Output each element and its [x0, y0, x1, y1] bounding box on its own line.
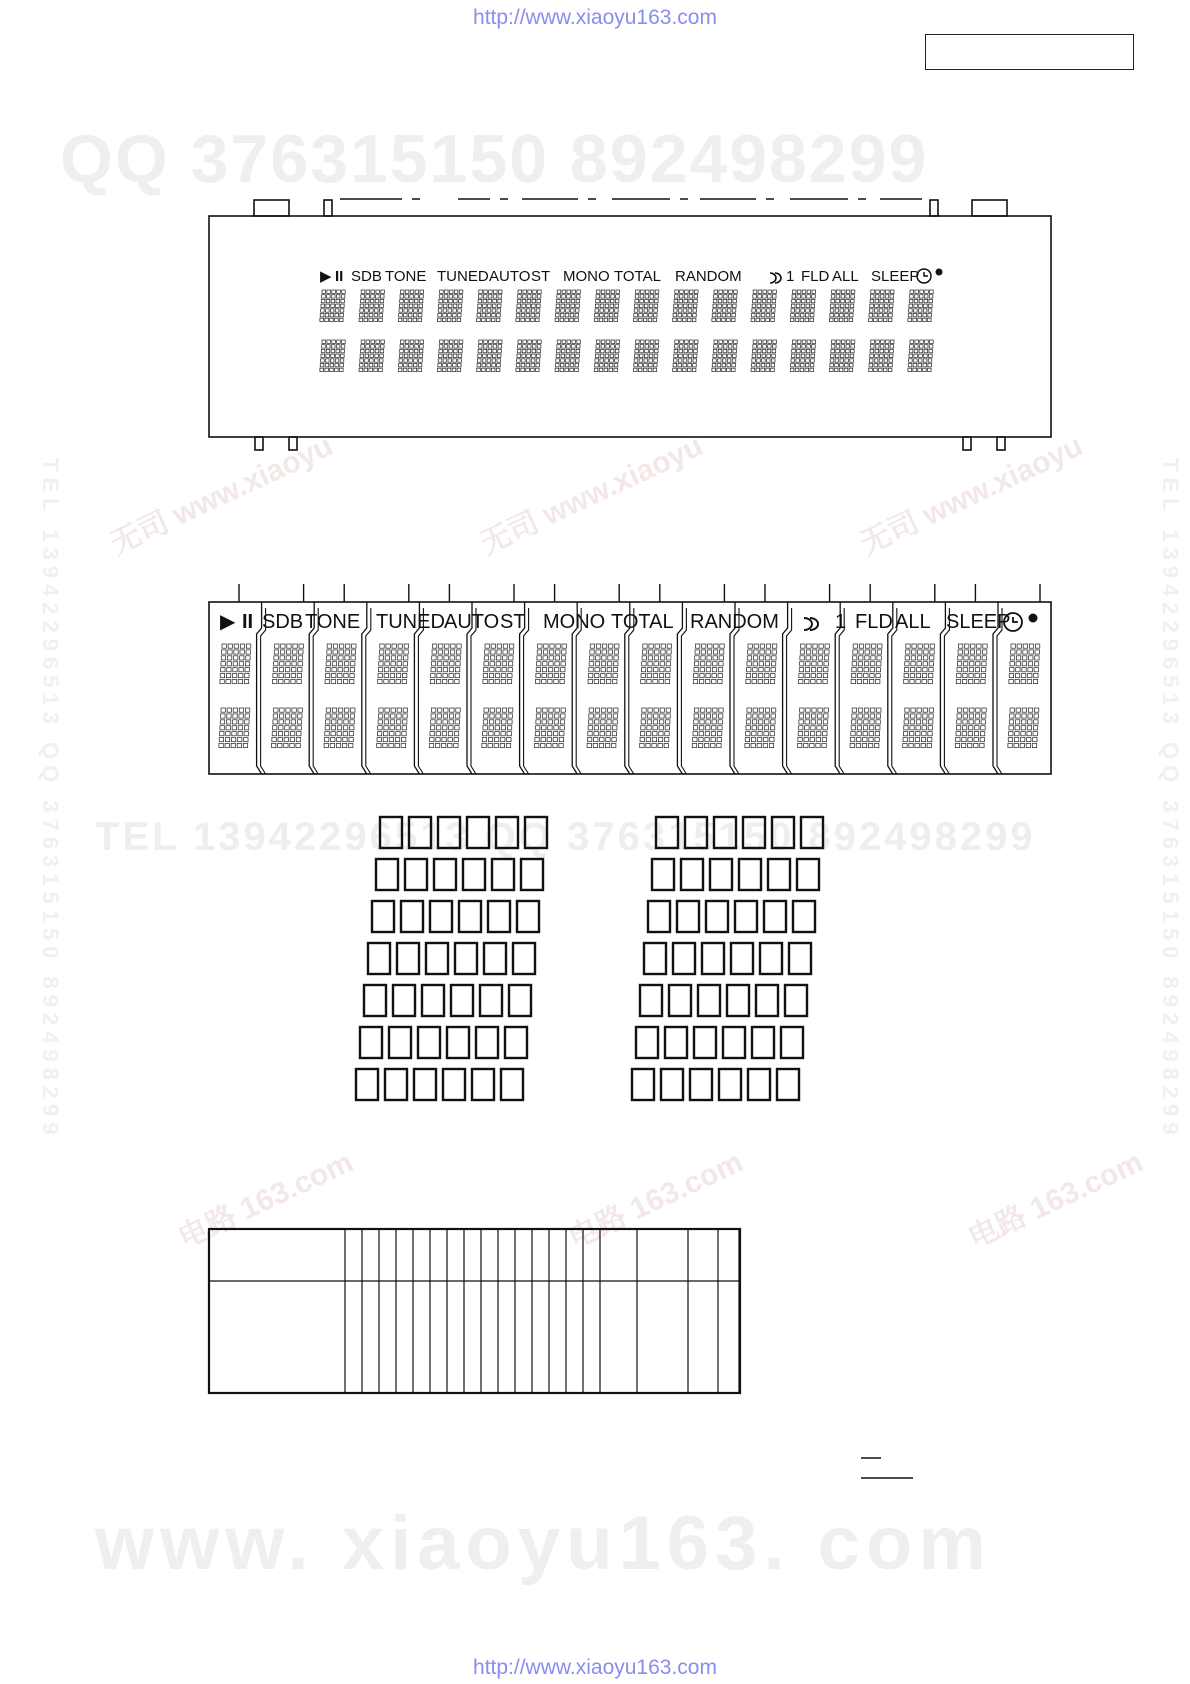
grid-char-bottom [1008, 708, 1039, 748]
matrix-dot [768, 859, 790, 890]
matrix-dot [739, 859, 761, 890]
front-char-top [830, 290, 855, 322]
front-char-top [516, 290, 541, 322]
st-indicator: ST [500, 611, 526, 633]
matrix-dot [401, 901, 423, 932]
qq-watermark: QQ 376315150 892498299 [60, 121, 929, 197]
front-char-top [634, 290, 659, 322]
matrix-dot [451, 985, 473, 1016]
matrix-dot [789, 943, 811, 974]
front-char-top [751, 290, 776, 322]
total-indicator: TOTAL [611, 611, 674, 633]
pause-indicator: II [335, 268, 344, 285]
grid-char-bottom [798, 708, 829, 748]
tuned-indicator: TUNED [376, 611, 445, 633]
sleep-indicator: SLEEP [871, 268, 920, 285]
grid-char-top [536, 644, 567, 684]
grid-char-top [746, 644, 777, 684]
dot-indicator [1029, 614, 1038, 623]
overline-marks [861, 1458, 913, 1478]
front-char-top [555, 290, 580, 322]
grid-char-bottom [272, 708, 303, 748]
matrix-dot [735, 901, 757, 932]
grid-char-bottom [482, 708, 513, 748]
matrix-dot [484, 943, 506, 974]
matrix-dot [393, 985, 415, 1016]
matrix-dot [719, 1069, 741, 1100]
matrix-dot [727, 985, 749, 1016]
front-char-bottom [908, 340, 933, 372]
grid-char-bottom [429, 708, 460, 748]
matrix-dot [710, 859, 732, 890]
display-outline [209, 199, 1051, 450]
grid-char-top [851, 644, 882, 684]
grid-char-bottom [692, 708, 723, 748]
matrix-dot [681, 859, 703, 890]
front-char-bottom [398, 340, 423, 372]
matrix-dot [488, 901, 510, 932]
front-char-bottom [673, 340, 698, 372]
matrix-dot [525, 817, 547, 848]
all-indicator: ALL [895, 611, 931, 633]
tuned-indicator: TUNED [437, 268, 489, 285]
matrix-dot [632, 1069, 654, 1100]
grid-char-top [378, 644, 409, 684]
matrix-dot [702, 943, 724, 974]
front-char-bottom [712, 340, 737, 372]
front-char-bottom [869, 340, 894, 372]
matrix-dot [648, 901, 670, 932]
mono-indicator: MONO [563, 268, 610, 285]
matrix-dot [760, 943, 782, 974]
front-char-top [320, 290, 345, 322]
auto-indicator: AUTO [489, 268, 531, 285]
total-indicator: TOTAL [614, 268, 661, 285]
fld-indicator: FLD [855, 611, 893, 633]
matrix-dot [496, 817, 518, 848]
matrix-dot [480, 985, 502, 1016]
slant-watermark: 无司 www.xiaoyu [855, 429, 1088, 561]
grid-char-top [430, 644, 461, 684]
matrix-dot [380, 817, 402, 848]
matrix-dot [652, 859, 674, 890]
matrix-dot [723, 1027, 745, 1058]
matrix-dot [459, 901, 481, 932]
repeat-icon [804, 618, 818, 630]
front-char-bottom [790, 340, 815, 372]
front-char-bottom [320, 340, 345, 372]
matrix-dot [389, 1027, 411, 1058]
matrix-dot [476, 1027, 498, 1058]
matrix-dot [714, 817, 736, 848]
matrix-dot [690, 1069, 712, 1100]
matrix-dot [777, 1069, 799, 1100]
matrix-dot [656, 817, 678, 848]
matrix-dot [677, 901, 699, 932]
grid-divider-inner [787, 608, 792, 774]
header-url-link[interactable]: http://www.xiaoyu163.com [473, 6, 717, 29]
grid-char-bottom [850, 708, 881, 748]
auto-indicator: AUTO [444, 611, 500, 633]
grid-divider-inner [366, 608, 371, 774]
matrix-dot [706, 901, 728, 932]
footer-url-link[interactable]: http://www.xiaoyu163.com [473, 1656, 717, 1679]
grid-char-top [641, 644, 672, 684]
grid-indicators [220, 611, 1038, 633]
grid-char-bottom [219, 708, 250, 748]
side-watermark-right: TEL 13942296513 QQ 376315150 892498299 [1158, 458, 1183, 1141]
matrix-dot [505, 1027, 527, 1058]
repeat-icon [770, 273, 781, 283]
matrix-dot [756, 985, 778, 1016]
matrix-dot [372, 901, 394, 932]
matrix-dot [661, 1069, 683, 1100]
matrix-dot [513, 943, 535, 974]
grid-char-top [904, 644, 935, 684]
front-char-top [359, 290, 384, 322]
front-char-bottom [477, 340, 502, 372]
matrix-dot [785, 985, 807, 1016]
matrix-dot [434, 859, 456, 890]
all-indicator: ALL [832, 268, 859, 285]
slant-watermark: 电路 163.com [173, 1145, 359, 1255]
grid-char-top [588, 644, 619, 684]
website-watermark: www. xiaoyu163. com [95, 1501, 992, 1586]
front-char-bottom [438, 340, 463, 372]
tone-indicator: TONE [385, 268, 427, 285]
front-char-bottom [830, 340, 855, 372]
play-indicator: ▶ [320, 268, 332, 285]
front-character-grid [320, 290, 933, 372]
grid-divider-inner [681, 608, 686, 774]
repeat-one-indicator: 1 [835, 611, 847, 633]
grid-char-bottom [377, 708, 408, 748]
matrix-dot [665, 1027, 687, 1058]
matrix-dot [385, 1069, 407, 1100]
front-char-bottom [751, 340, 776, 372]
front-char-top [594, 290, 619, 322]
grid-char-bottom [903, 708, 934, 748]
front-char-bottom [594, 340, 619, 372]
matrix-block [632, 817, 823, 1100]
matrix-dot [685, 817, 707, 848]
matrix-dot [414, 1069, 436, 1100]
repeat-one-indicator: 1 [786, 268, 795, 285]
slant-watermark: 电路 163.com [963, 1145, 1149, 1255]
matrix-dot [455, 943, 477, 974]
matrix-dot [467, 817, 489, 848]
matrix-dot [521, 859, 543, 890]
grid-char-bottom [535, 708, 566, 748]
matrix-dot [368, 943, 390, 974]
matrix-dot [426, 943, 448, 974]
matrix-dot [640, 985, 662, 1016]
matrix-dot [636, 1027, 658, 1058]
play-indicator: ▶ [220, 611, 236, 633]
matrix-dot [743, 817, 765, 848]
matrix-dot [673, 943, 695, 974]
sleep-indicator: SLEEP [946, 611, 1011, 633]
matrix-dot [694, 1027, 716, 1058]
grid-char-top [1009, 644, 1040, 684]
grid-char-top [799, 644, 830, 684]
matrix-dot [797, 859, 819, 890]
front-char-bottom [634, 340, 659, 372]
sdb-indicator: SDB [262, 611, 304, 633]
matrix-dot [463, 859, 485, 890]
matrix-dot [472, 1069, 494, 1100]
front-char-top [477, 290, 502, 322]
matrix-dot [793, 901, 815, 932]
front-char-top [398, 290, 423, 322]
matrix-dot [517, 901, 539, 932]
matrix-dot [492, 859, 514, 890]
grid-char-bottom [587, 708, 618, 748]
front-char-top [438, 290, 463, 322]
slant-watermark: 无司 www.xiaoyu [475, 429, 708, 561]
grid-char-bottom [324, 708, 355, 748]
grid-char-bottom [640, 708, 671, 748]
front-char-bottom [516, 340, 541, 372]
matrix-dot [364, 985, 386, 1016]
grid-char-top [273, 644, 304, 684]
mono-indicator: MONO [543, 611, 606, 633]
front-char-bottom [555, 340, 580, 372]
pause-indicator: II [242, 611, 254, 633]
front-char-top [712, 290, 737, 322]
matrix-dot [356, 1069, 378, 1100]
enlarged-character-matrix [356, 817, 823, 1100]
front-indicators [320, 268, 943, 285]
random-indicator: RANDOM [690, 611, 779, 633]
tone-indicator: TONE [305, 611, 361, 633]
grid-char-top [956, 644, 987, 684]
matrix-dot [376, 859, 398, 890]
side-watermark-left: TEL 13942296513 QQ 376315150 892498299 [38, 458, 63, 1141]
tel-watermark: TEL 13942296513 QQ 376315150 892498299 [95, 815, 1036, 859]
slant-watermark: 无司 www.xiaoyu [105, 429, 338, 561]
front-char-top [869, 290, 894, 322]
matrix-dot [748, 1069, 770, 1100]
grid-char-bottom [955, 708, 986, 748]
matrix-dot [397, 943, 419, 974]
matrix-dot [764, 901, 786, 932]
matrix-dot [698, 985, 720, 1016]
matrix-dot [360, 1027, 382, 1058]
front-char-bottom [359, 340, 384, 372]
matrix-dot [430, 901, 452, 932]
matrix-dot [501, 1069, 523, 1100]
front-char-top [908, 290, 933, 322]
st-indicator: ST [531, 268, 551, 285]
grid-char-top [325, 644, 356, 684]
matrix-dot [669, 985, 691, 1016]
grid-char-top [483, 644, 514, 684]
matrix-dot [422, 985, 444, 1016]
matrix-dot [438, 817, 460, 848]
front-char-top [790, 290, 815, 322]
fld-indicator: FLD [801, 268, 830, 285]
matrix-dot [772, 817, 794, 848]
matrix-dot [752, 1027, 774, 1058]
matrix-block [356, 817, 547, 1100]
grid-char-bottom [745, 708, 776, 748]
pin-assignment-table [209, 1229, 740, 1393]
matrix-dot [644, 943, 666, 974]
matrix-dot [731, 943, 753, 974]
matrix-dot [443, 1069, 465, 1100]
sdb-indicator: SDB [351, 268, 382, 285]
matrix-dot [447, 1027, 469, 1058]
random-indicator: RANDOM [675, 268, 742, 285]
matrix-dot [409, 817, 431, 848]
matrix-dot [781, 1027, 803, 1058]
grid-char-top [693, 644, 724, 684]
matrix-dot [405, 859, 427, 890]
slant-watermark: 电路 163.com [563, 1145, 749, 1255]
front-char-top [673, 290, 698, 322]
grid-leads [239, 584, 1040, 602]
dot-indicator [936, 269, 943, 276]
matrix-dot [801, 817, 823, 848]
grid-char-top [220, 644, 251, 684]
matrix-dot [509, 985, 531, 1016]
matrix-dot [418, 1027, 440, 1058]
